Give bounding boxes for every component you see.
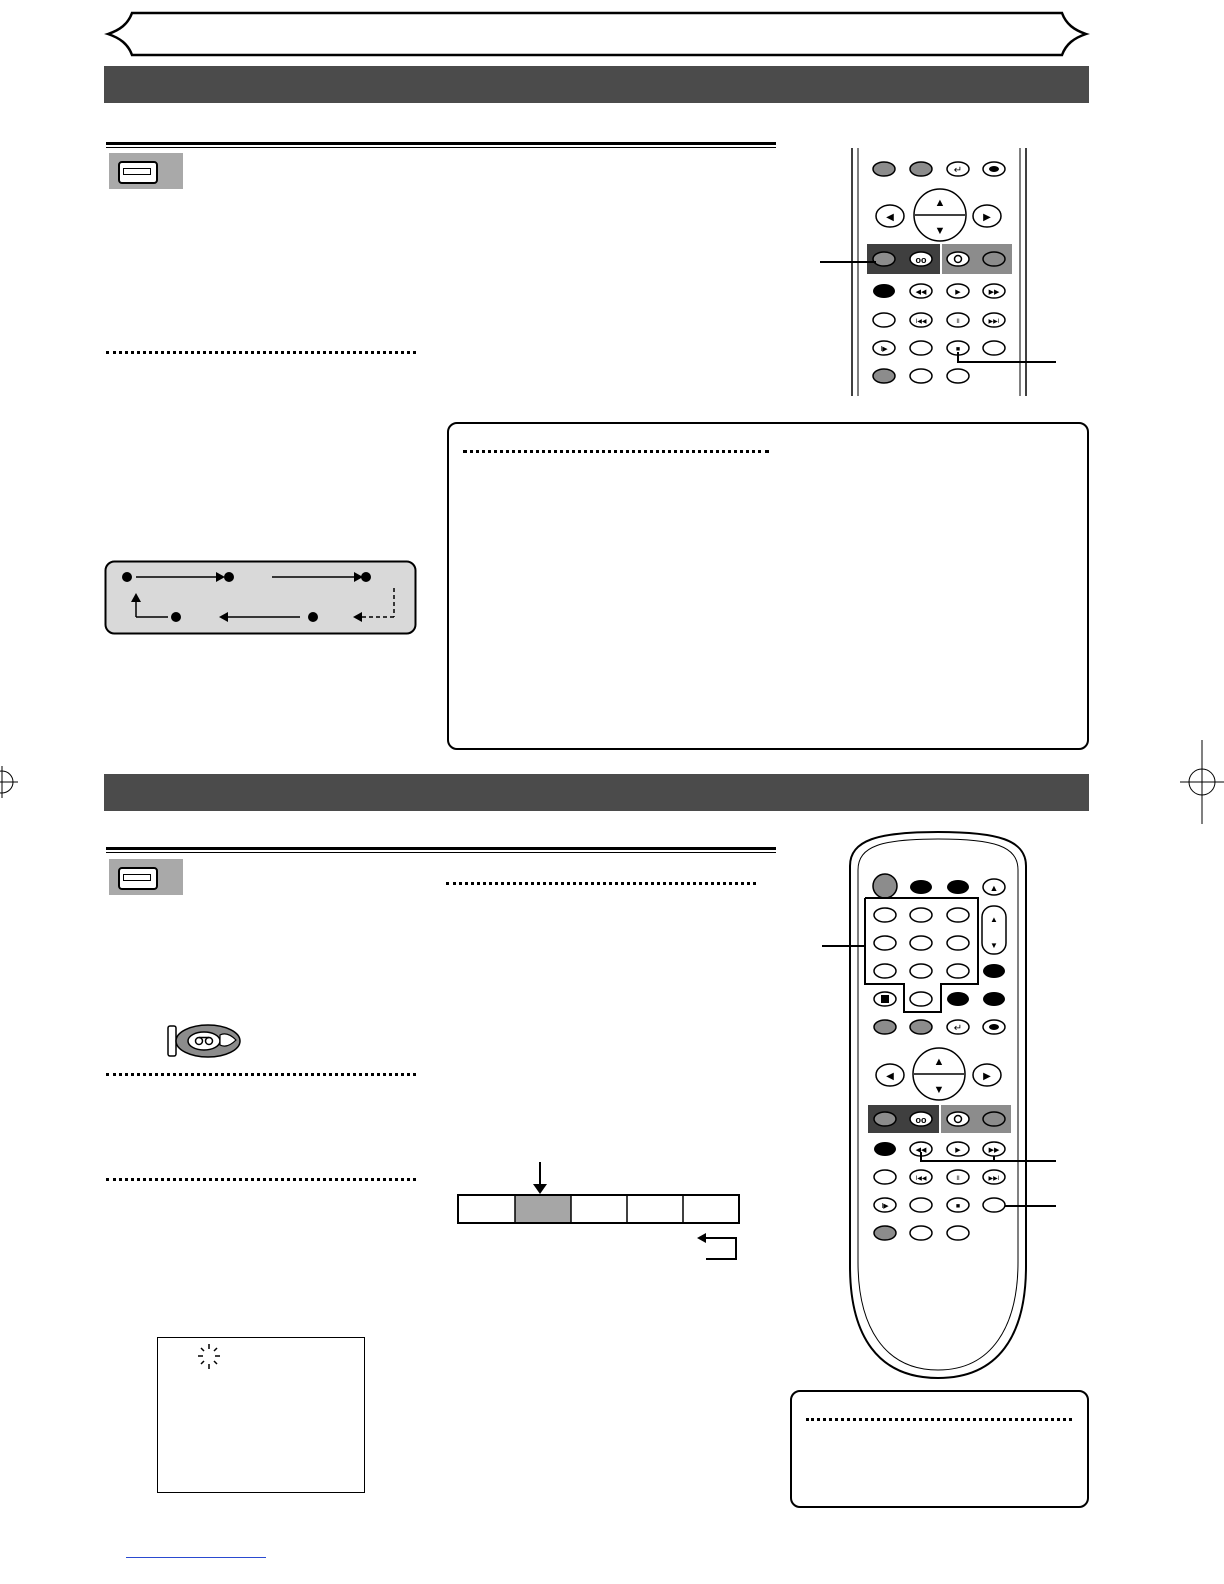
svg-text:▲: ▲ — [989, 883, 999, 893]
svg-text:◀◀: ◀◀ — [915, 289, 927, 296]
note-box-1 — [447, 422, 1089, 750]
remote-control-partial — [820, 148, 1060, 398]
svg-text:▶▶I: ▶▶I — [988, 1176, 1000, 1182]
svg-text:▶▶I: ▶▶I — [988, 319, 1000, 325]
sequence-diagram-panel — [104, 560, 417, 636]
screen-display-box — [157, 1337, 365, 1493]
vhs-cassette-icon — [109, 153, 183, 189]
svg-text:oo: oo — [915, 1115, 927, 1125]
section-rule-1 — [106, 142, 776, 145]
svg-text:↵: ↵ — [953, 1023, 963, 1034]
svg-text:▶▶: ▶▶ — [988, 1147, 1000, 1154]
note-box-1-divider — [463, 450, 769, 453]
svg-text:◀: ◀ — [886, 1071, 894, 1082]
svg-text:oo: oo — [915, 255, 927, 265]
registration-mark-left — [0, 766, 24, 798]
dotted-divider — [446, 882, 756, 885]
note-box-2-divider — [806, 1418, 1072, 1421]
svg-text:II: II — [956, 1176, 960, 1182]
svg-text:I◀◀: I◀◀ — [915, 1176, 927, 1182]
dotted-divider — [106, 351, 416, 354]
remote-control-full — [818, 826, 1060, 1386]
vcr-button-icon — [166, 1022, 246, 1060]
svg-text:I▶: I▶ — [881, 1203, 889, 1210]
selection-indicator-bar — [456, 1160, 742, 1264]
svg-text:▶: ▶ — [955, 289, 961, 296]
svg-text:▶: ▶ — [983, 1071, 991, 1082]
svg-text:▶▶: ▶▶ — [988, 289, 1000, 296]
section-bar-1 — [104, 66, 1089, 103]
header-banner — [104, 10, 1090, 58]
svg-text:◀◀: ◀◀ — [915, 1147, 927, 1154]
svg-text:II: II — [956, 319, 960, 325]
svg-text:▲: ▲ — [933, 1056, 945, 1068]
svg-text:↵: ↵ — [953, 165, 963, 176]
svg-text:I◀◀: I◀◀ — [915, 319, 927, 325]
svg-text:I▶: I▶ — [880, 346, 888, 353]
svg-text:▶: ▶ — [955, 1147, 961, 1154]
dotted-divider — [106, 1178, 416, 1181]
svg-text:▼: ▼ — [933, 1084, 945, 1096]
svg-text:▼: ▼ — [934, 225, 946, 237]
svg-text:▼: ▼ — [990, 941, 998, 950]
section-bar-2 — [104, 774, 1089, 811]
bottom-link-underline — [126, 1557, 266, 1558]
note-box-2 — [790, 1390, 1089, 1508]
blinking-indicator-icon — [194, 1340, 226, 1374]
svg-text:◀: ◀ — [886, 212, 894, 223]
svg-text:■: ■ — [955, 346, 961, 353]
section-rule-2 — [106, 847, 776, 850]
registration-mark-right — [1170, 740, 1224, 824]
svg-text:▶: ▶ — [983, 212, 991, 223]
svg-text:▲: ▲ — [990, 915, 998, 924]
svg-text:▲: ▲ — [934, 197, 946, 209]
svg-text:■: ■ — [955, 1203, 961, 1210]
dotted-divider — [106, 1073, 416, 1076]
vhs-cassette-icon — [109, 859, 183, 895]
